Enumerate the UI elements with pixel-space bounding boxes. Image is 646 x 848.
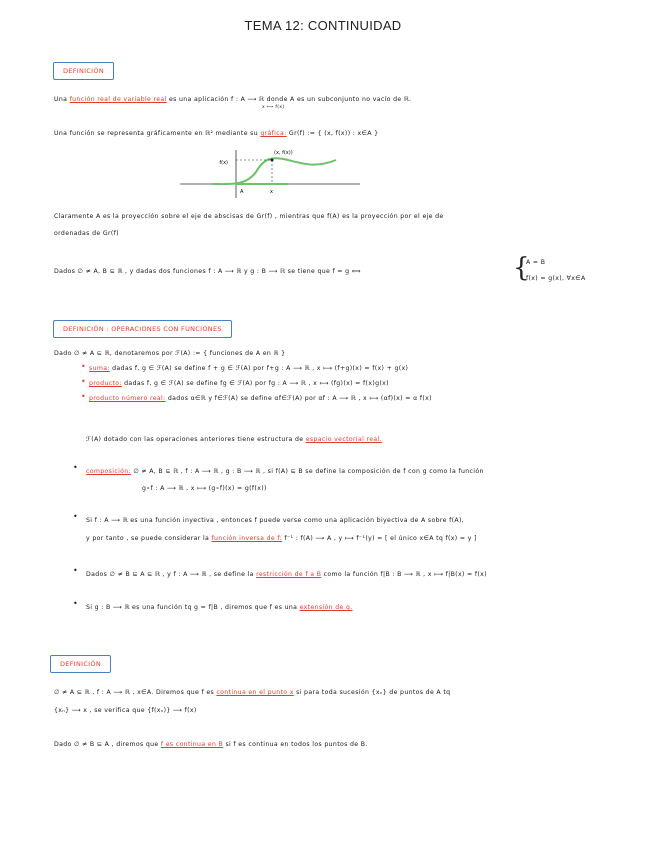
label-x: x — [270, 189, 273, 195]
text: Una función se representa gráficamente en ℝ² mediante su — [54, 130, 259, 137]
bullet: • — [73, 463, 78, 472]
product-line — [89, 380, 389, 387]
equality-line: Dados ∅ ≠ A, B ⊆ ℝ , y dadas dos funciones f : A ⟶ ℝ y g : B ⟶ ℝ se tiene que f = g ⟺ — [54, 268, 361, 275]
label-A: A — [240, 189, 244, 195]
continuity-point-line-2: {xₙ} ⟶ x , se verifica que {f(xₙ)} ⟶ f(x) — [54, 707, 197, 714]
composition-line-1 — [86, 468, 484, 475]
text: Si g : B ⟶ ℝ es una función tq g = f|B , diremos que f es una — [86, 604, 298, 611]
highlight-term: espacio vectorial real. — [305, 436, 382, 443]
section-label-definition: DEFINICIÓN — [53, 62, 114, 80]
text: si f es continua en todos los puntos de B. — [225, 741, 368, 748]
restriction-line — [86, 571, 487, 578]
projection-line-2: ordenadas de Gr(f) — [54, 230, 119, 237]
function-graph-sketch — [176, 146, 376, 202]
bullet: • — [81, 362, 86, 371]
text: dadas f, g ∈ ℱ(A) se define f + g ∈ ℱ(A) por f+g : A ⟶ ℝ , x ⟼ (f+g)(x) = f(x) + g(x) — [112, 365, 409, 372]
text: Dado ∅ ≠ B ⊆ A , diremos que — [54, 741, 159, 748]
highlight-term: continua en el punto x — [216, 689, 294, 696]
continuity-point-line-1 — [54, 689, 450, 696]
inverse-line-2 — [86, 535, 477, 542]
bullet: • — [81, 392, 86, 401]
function-curve — [212, 158, 336, 184]
highlight-term: producto número real: — [89, 395, 166, 402]
brace-line-2: f(x) = g(x), ∀x∈A — [526, 275, 586, 282]
operations-intro: Dado ∅ ≠ A ⊆ ℝ, denotaremos por ℱ(A) := { funciones de A en ℝ } — [54, 350, 286, 357]
bullet: • — [81, 377, 86, 386]
highlight-term: función real de variable real — [69, 96, 167, 103]
text: f⁻¹ : f(A) ⟶ A , y ⟼ f⁻¹(y) = [ el único x∈A tq f(x) = y ] — [284, 535, 477, 542]
mapping-subscript: x ⟼ f(x) — [262, 105, 285, 110]
brace-line-1: A = B — [526, 259, 546, 266]
scalar-product-line — [89, 395, 432, 402]
section-label-definition-continuity: DEFINICIÓN — [50, 655, 111, 673]
bullet: • — [73, 512, 78, 521]
extension-line — [86, 604, 353, 611]
highlight-term: producto: — [89, 380, 122, 387]
graph-definition-line — [54, 130, 378, 137]
vector-space-line — [86, 436, 382, 443]
text: si para toda sucesión {xₙ} de puntos de A tq — [296, 689, 451, 696]
text: ∅ ≠ A ⊆ ℝ , f : A ⟶ ℝ , x∈A. Diremos que f es — [54, 689, 215, 696]
highlight-term: suma: — [89, 365, 110, 372]
text: y por tanto , se puede considerar la — [86, 535, 210, 542]
bullet: • — [73, 566, 78, 575]
inverse-line-1: Si f : A ⟶ ℝ es una función inyectiva , entonces f puede verse como una aplicación biyectiva de A sobre f(A), — [86, 517, 465, 524]
bullet: • — [73, 599, 78, 608]
section-label-operations: DEFINICIÓN : OPERACIONES CON FUNCIONES — [53, 320, 232, 338]
text: ℱ(A) dotado con las operaciones anteriores tiene estructura de — [86, 436, 304, 443]
highlight-term: restricción de f a B — [256, 571, 322, 578]
text: dadas f, g ∈ ℱ(A) se define fg ∈ ℱ(A) por fg : A ⟶ ℝ , x ⟼ (fg)(x) = f(x)g(x) — [124, 380, 389, 387]
definition-function-line — [54, 96, 411, 103]
label-fx: f(x) — [219, 160, 228, 166]
brace-symbol: { — [513, 253, 530, 283]
highlight-term: extensión de g. — [299, 604, 353, 611]
text: Una — [54, 96, 68, 103]
text: Dados ∅ ≠ B ⊆ A ⊆ ℝ , y f : A ⟶ ℝ , se define la — [86, 571, 254, 578]
projection-line-1: Claramente A es la proyección sobre el eje de abscisas de Gr(f) , mientras que f(A) es la proyección por el eje de — [54, 213, 444, 220]
highlight-term: gráfica: — [260, 130, 287, 137]
text: ∅ ≠ A, B ⊆ ℝ , f : A ⟶ ℝ , g : B ⟶ ℝ , si f(A) ⊆ B se define la composición de f con g como la función — [133, 468, 484, 475]
label-point: (x, f(x)) — [274, 150, 293, 156]
text: como la función f|B : B ⟶ ℝ , x ⟼ f|B(x) = f(x) — [323, 571, 487, 578]
composition-line-2: g∘f : A ⟶ ℝ , x ⟼ (g∘f)(x) = g(f(x)) — [142, 485, 267, 492]
continuity-set-line — [54, 741, 368, 748]
text: dados α∈ℝ y f∈ℱ(A) se define αf∈ℱ(A) por αf : A ⟶ ℝ , x ⟼ (αf)(x) = α f(x) — [167, 395, 432, 402]
highlight-term: composición: — [86, 468, 131, 475]
text: es una aplicación f : A ⟶ ℝ donde A es un subconjunto no vacío de ℝ. — [168, 96, 412, 103]
highlight-term: f es continua en B — [160, 741, 224, 748]
graph-point — [271, 159, 274, 162]
highlight-term: función inversa de f: — [211, 535, 283, 542]
page-title: TEMA 12: CONTINUIDAD — [244, 18, 402, 33]
text: Gr(f) := { (x, f(x)) : x∈A } — [288, 130, 379, 137]
sum-line — [89, 365, 408, 372]
